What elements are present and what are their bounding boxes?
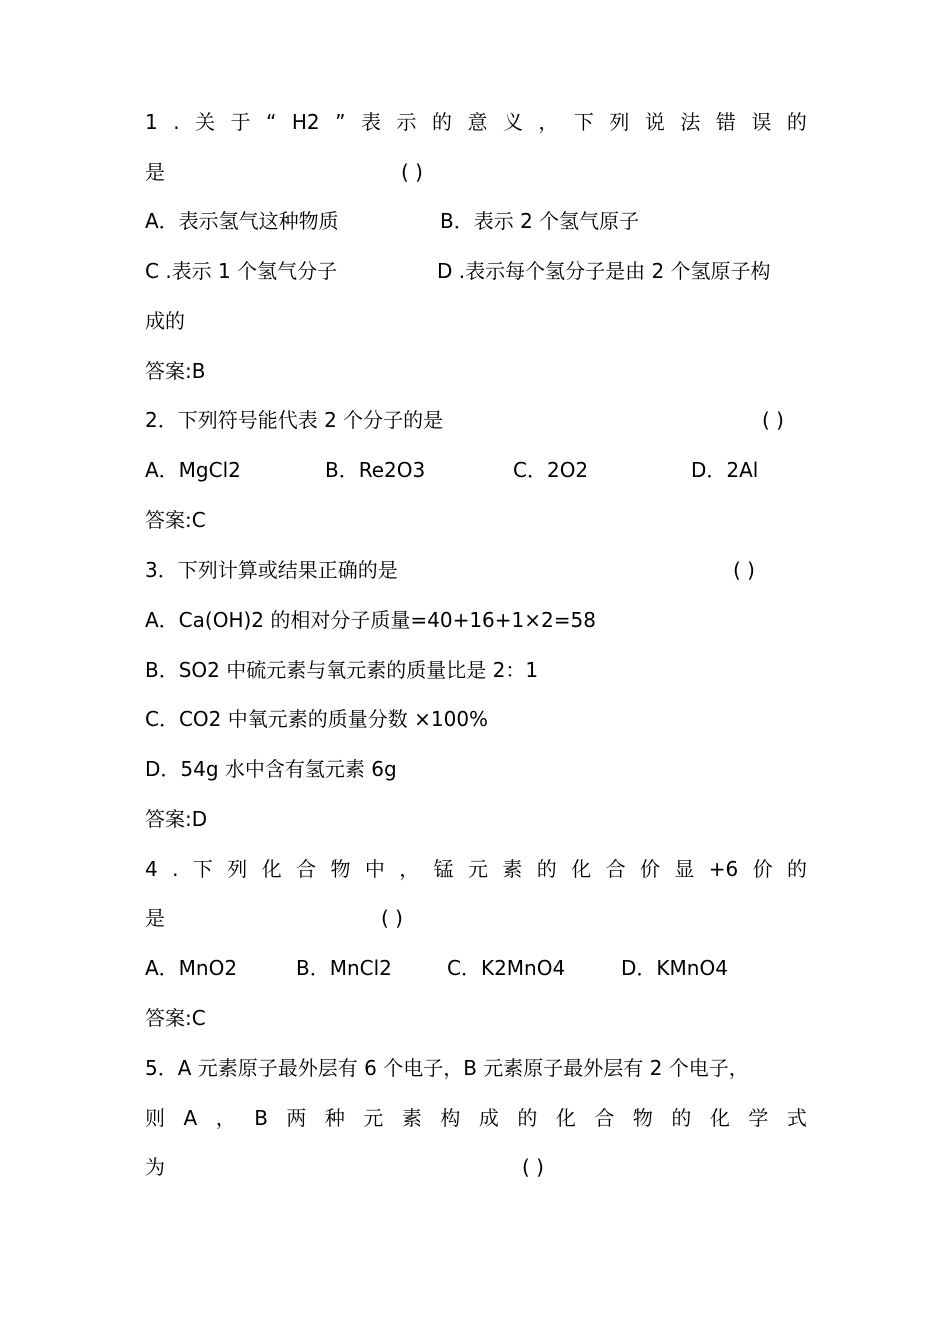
justified-char: 素 xyxy=(502,857,523,881)
justified-char: 列 xyxy=(227,857,248,881)
justified-char: 元 xyxy=(363,1106,384,1130)
justified-char: ” xyxy=(335,110,346,134)
q2-stem: 2．下列符号能代表 2 个分子的是 xyxy=(145,408,444,432)
justified-char: 的 xyxy=(431,110,452,134)
justified-char: 下 xyxy=(573,110,594,134)
q2-option-c: C．2O2 xyxy=(513,458,589,482)
justified-char: 锰 xyxy=(433,857,454,881)
q4-answer: 答案:C xyxy=(145,1006,206,1030)
justified-char: 的 xyxy=(671,1106,692,1130)
justified-char: 的 xyxy=(517,1106,538,1130)
q5-answer-paren: ( ) xyxy=(522,1155,544,1179)
q2-answer: 答案:C xyxy=(145,508,206,532)
justified-char: . xyxy=(173,110,180,134)
q1-option-c: C .表示 1 个氢气分子 xyxy=(145,259,338,283)
justified-char: A xyxy=(183,1106,198,1130)
justified-char: ， xyxy=(538,110,559,134)
q2-answer-paren: ( ) xyxy=(762,408,784,432)
justified-char: 两 xyxy=(286,1106,307,1130)
q5-stem-line2 xyxy=(145,1106,807,1130)
q1-stem-tail: 是 xyxy=(145,160,165,184)
q4-stem-tail: 是 xyxy=(145,906,165,930)
justified-char: “ xyxy=(266,110,277,134)
justified-char: 意 xyxy=(467,110,488,134)
q1-option-d: D .表示每个氢分子是由 2 个氢原子构 xyxy=(437,259,771,283)
q3-stem: 3．下列计算或结果正确的是 xyxy=(145,558,398,582)
q3-option-c: C．CO2 中氧元素的质量分数 ×100% xyxy=(145,707,489,731)
justified-char: 学 xyxy=(748,1106,769,1130)
q4-option-b: B．MnCl2 xyxy=(296,956,392,980)
q2-option-b: B．Re2O3 xyxy=(325,458,426,482)
justified-char: 列 xyxy=(609,110,630,134)
justified-char: 错 xyxy=(715,110,736,134)
justified-char: 物 xyxy=(632,1106,653,1130)
justified-char: +6 xyxy=(708,857,739,881)
justified-char: 则 xyxy=(145,1106,165,1130)
q4-option-a: A．MnO2 xyxy=(145,956,238,980)
q4-stem-line1 xyxy=(145,857,807,881)
justified-char: 元 xyxy=(468,857,488,881)
justified-char: ， xyxy=(215,1106,236,1130)
q4-answer-paren: ( ) xyxy=(381,906,403,930)
justified-char: 义 xyxy=(502,110,523,134)
q4-option-d: D．KMnO4 xyxy=(621,956,728,980)
justified-char: H2 xyxy=(291,110,320,134)
justified-char: 表 xyxy=(361,110,381,134)
justified-char: 合 xyxy=(605,857,626,881)
justified-char: B xyxy=(254,1106,268,1130)
q3-option-a: A．Ca(OH)2 的相对分子质量=40+16+1×2=58 xyxy=(145,608,596,632)
q2-option-a: A．MgCl2 xyxy=(145,458,241,482)
justified-char: . xyxy=(172,857,179,881)
q1-option-a: A．表示氢气这种物质 xyxy=(145,209,339,233)
justified-char: 化 xyxy=(571,857,592,881)
q3-answer-paren: ( ) xyxy=(733,558,755,582)
q3-answer: 答案:D xyxy=(145,807,208,831)
justified-char: 式 xyxy=(786,1106,807,1130)
q5-stem-line1: 5．A 元素原子最外层有 6 个电子，B 元素原子最外层有 2 个电子， xyxy=(145,1056,749,1080)
q1-stem-line1 xyxy=(145,110,807,134)
q1-answer-paren: ( ) xyxy=(401,160,423,184)
justified-char: 关 xyxy=(195,110,216,134)
q1-answer: 答案:B xyxy=(145,359,206,383)
justified-char: 4 xyxy=(145,857,158,881)
justified-char: 价 xyxy=(752,857,773,881)
justified-char: 示 xyxy=(396,110,417,134)
justified-char: 化 xyxy=(261,857,282,881)
q5-stem-tail: 为 xyxy=(145,1155,165,1179)
q3-option-d: D．54g 水中含有氢元素 6g xyxy=(145,757,397,781)
justified-char: 的 xyxy=(787,857,807,881)
justified-char: 合 xyxy=(594,1106,615,1130)
q4-option-c: C．K2MnO4 xyxy=(447,956,566,980)
justified-char: ， xyxy=(399,857,420,881)
justified-char: 说 xyxy=(644,110,665,134)
justified-char: 成 xyxy=(478,1106,499,1130)
justified-char: 化 xyxy=(709,1106,730,1130)
justified-char: 构 xyxy=(440,1106,461,1130)
justified-char: 的 xyxy=(786,110,807,134)
justified-char: 误 xyxy=(751,110,772,134)
justified-char: 于 xyxy=(230,110,251,134)
q1-option-b: B．表示 2 个氢气原子 xyxy=(440,209,640,233)
justified-char: 化 xyxy=(555,1106,576,1130)
q2-option-d: D．2Al xyxy=(691,458,759,482)
q3-option-b: B．SO2 中硫元素与氧元素的质量比是 2：1 xyxy=(145,658,539,682)
justified-char: 法 xyxy=(680,110,701,134)
justified-char: 下 xyxy=(192,857,213,881)
justified-char: 中 xyxy=(364,857,385,881)
justified-char: 物 xyxy=(330,857,351,881)
justified-char: 1 xyxy=(145,110,158,134)
q1-option-d-continued: 成的 xyxy=(145,309,185,333)
justified-char: 的 xyxy=(536,857,557,881)
justified-char: 种 xyxy=(324,1106,345,1130)
justified-char: 素 xyxy=(401,1106,422,1130)
justified-char: 价 xyxy=(639,857,660,881)
justified-char: 合 xyxy=(296,857,317,881)
justified-char: 显 xyxy=(674,857,695,881)
